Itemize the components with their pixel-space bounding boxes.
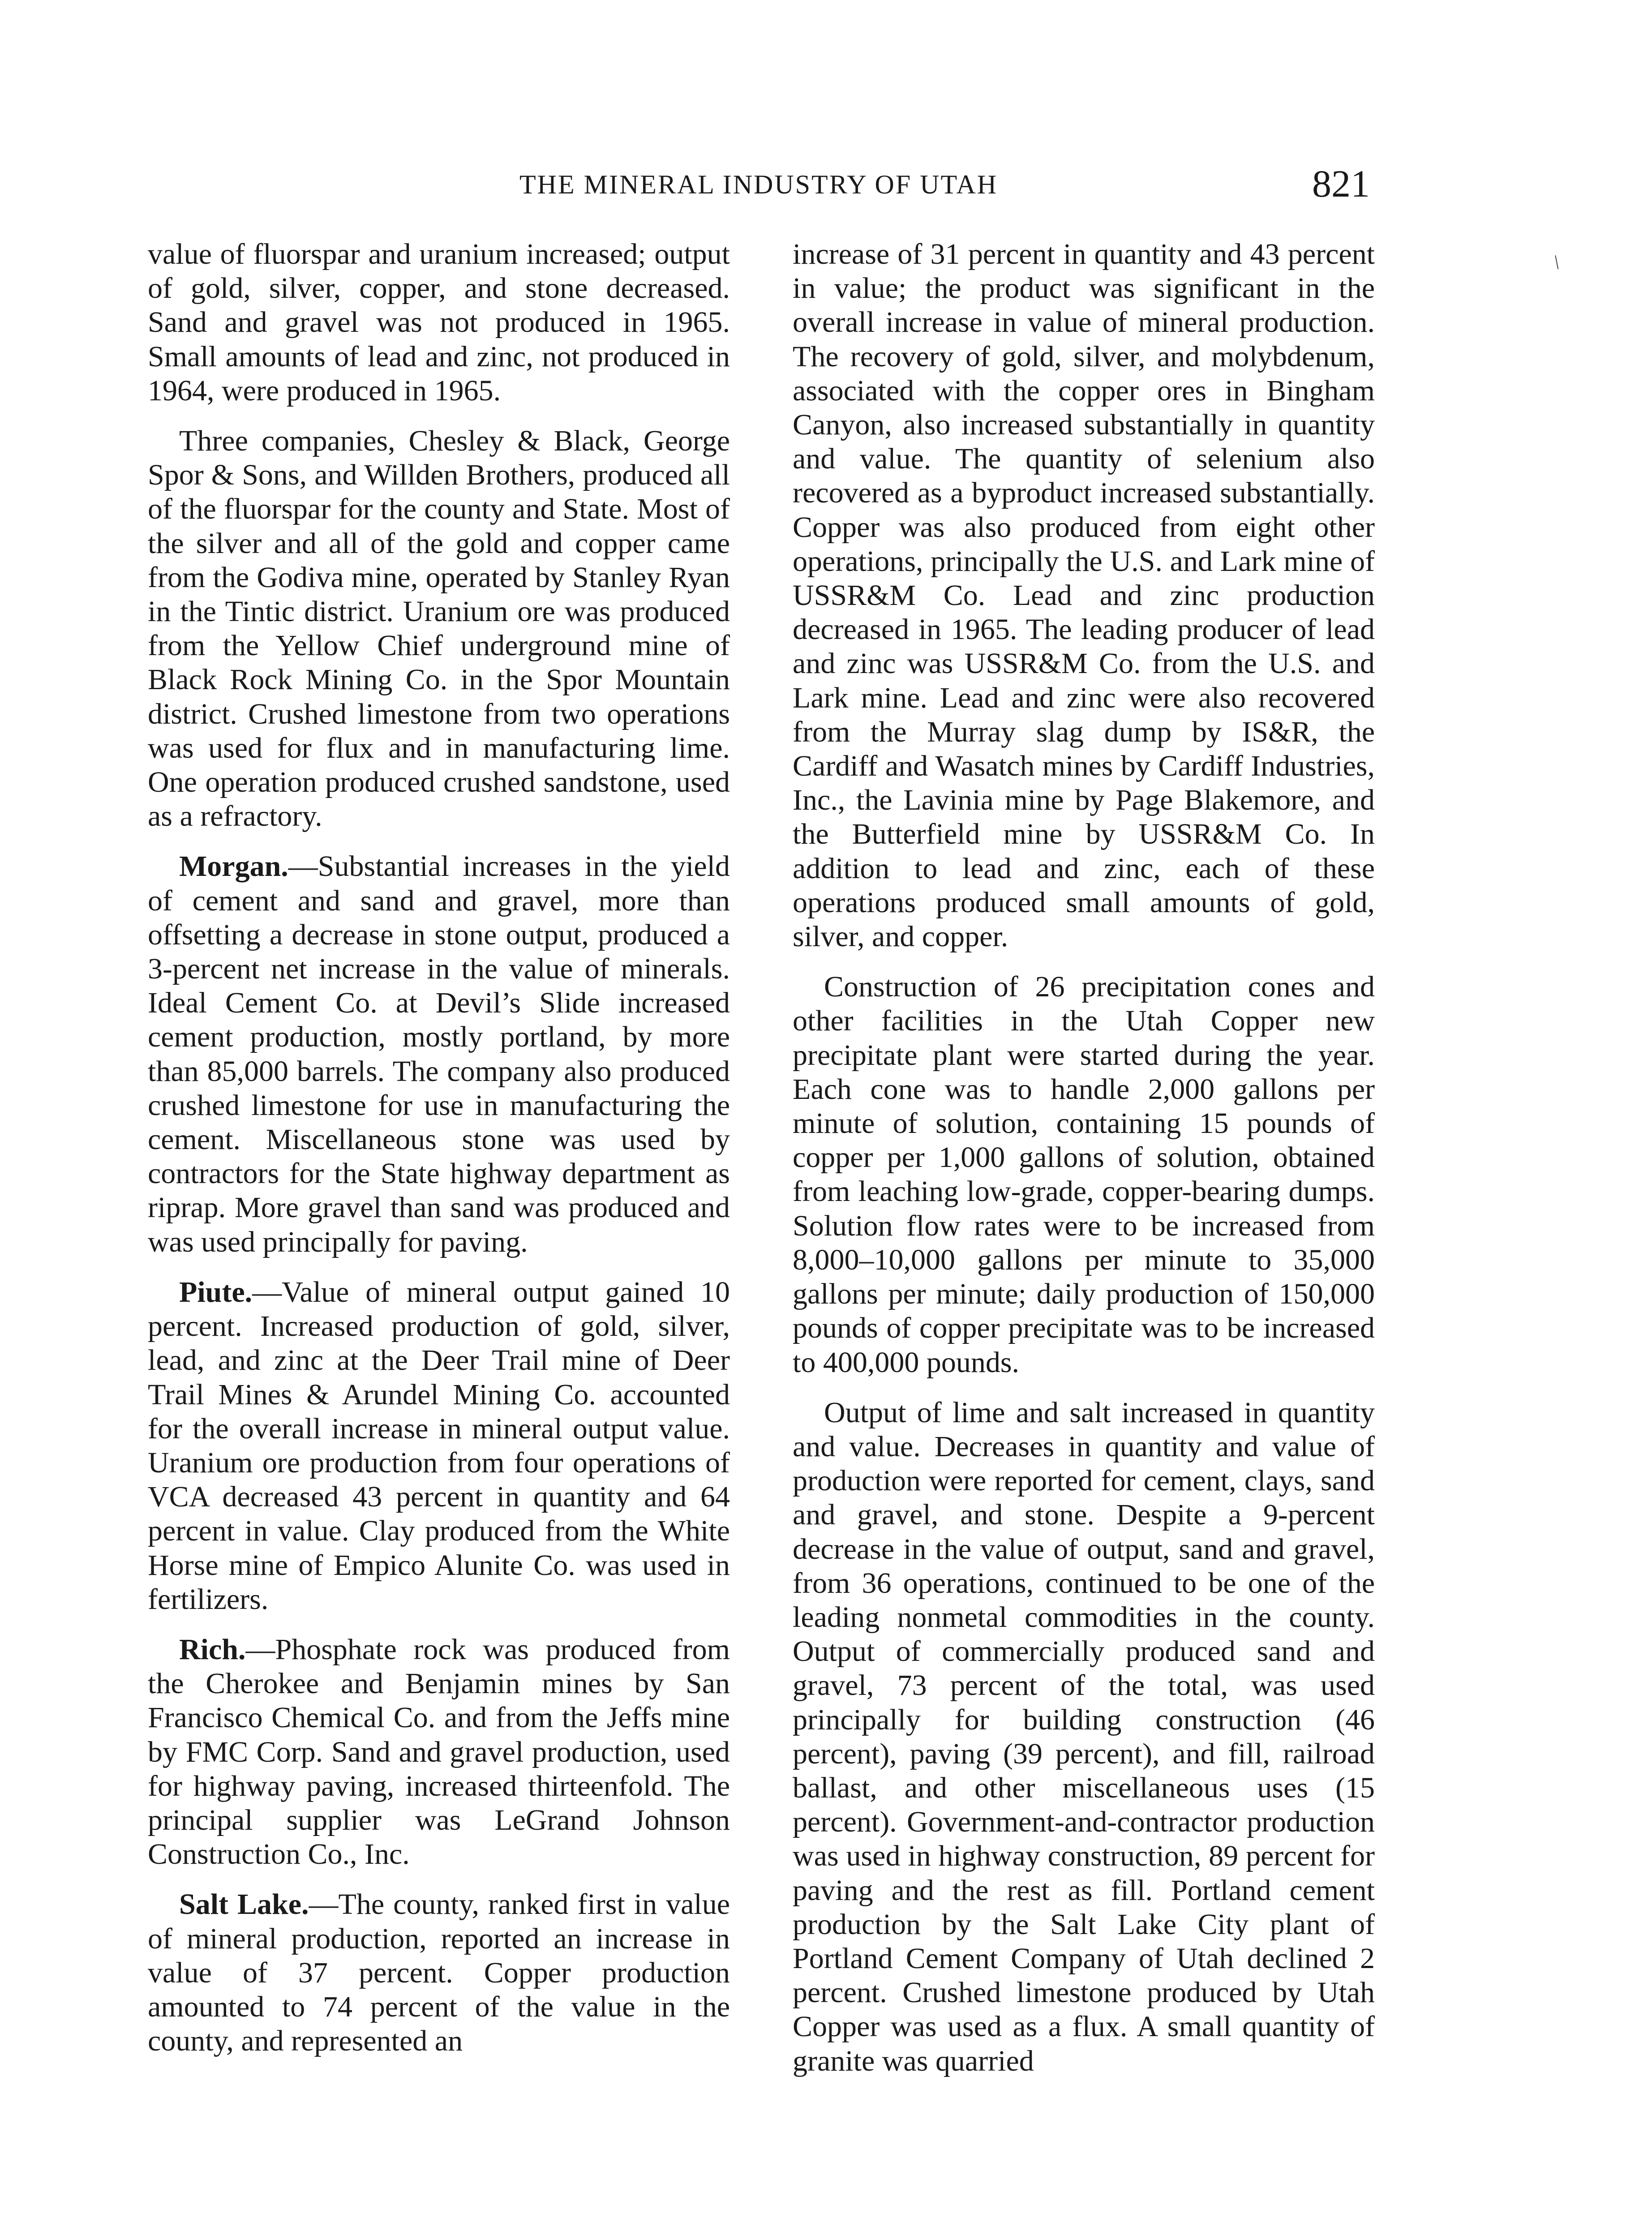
left-paragraph-2: Three companies, Chesley & Black, George Spor & Sons, and Willden Brothers, produced all of the fluorspar for the county and State. Most of the silver and all of the gold and copper came from the Godiva mine, operated by Stanley Ryan in the Tintic district. Uranium ore was produced from the Yellow Chief underground mine of Black Rock Mining Co. in the Spor Mountain district. Crushed limestone from two operations was used for flux and in manufacturing lime. One operation produced crushed sandstone, used as a refractory. <box>148 425 730 833</box>
rich-paragraph <box>148 1633 730 1871</box>
piute-paragraph <box>148 1275 730 1617</box>
right-paragraph-1: increase of 31 percent in quantity and 43 percent in value; the product was significant in the overall increase in value of mineral production. The recovery of gold, silver, and molybdenum, associated with the copper ores in Bingham Canyon, also increased substantially in quantity and value. The quantity of selenium also recovered as a byproduct increased substantially. Copper was also produced from eight other operations, principally the U.S. and Lark mine of USSR&M Co. Lead and zinc production decreased in 1965. The leading producer of lead and zinc was USSR&M Co. from the U.S. and Lark mine. Lead and zinc were also recovered from the Murray slag dump by IS&R, the Cardiff and Wasatch mines by Cardiff Industries, Inc., the Lavinia mine by Page Blakemore, and the Butterfield mine by USSR&M Co. In addition to lead and zinc, each of these operations produced small amounts of gold, silver, and copper. <box>793 238 1375 953</box>
piute-text: —Value of mineral output gained 10 percent. Increased production of gold, silver, lead, and zinc at the Deer Trail mine of Deer Trail Mines & Arundel Mining Co. accounted for the overall increase in mineral output value. Uranium ore production from four operations of VCA decreased 43 percent in quantity and 64 percent in value. Clay produced from the White Horse mine of Empico Alunite Co. was used in fertilizers. <box>148 1275 730 1616</box>
page-number: 821 <box>1312 162 1370 205</box>
salt-lake-paragraph <box>148 1887 730 2058</box>
salt-lake-text: —The county, ranked first in value of mineral production, reported an increase in value of 37 percent. Copper production amounted to 74 percent of the value in the county, and represented an <box>148 1888 730 2058</box>
left-paragraph-1: value of fluorspar and uranium increased; output of gold, silver, copper, and stone decreased. Sand and gravel was not produced in 1965. Small amounts of lead and zinc, not produced in 1964, were produced in 1965. <box>148 238 730 407</box>
piute-heading: Piute. <box>179 1275 253 1308</box>
running-head <box>0 161 1652 215</box>
morgan-heading: Morgan. <box>179 850 288 883</box>
margin-mark: / <box>1549 251 1565 273</box>
running-title: THE MINERAL INDUSTRY OF UTAH <box>519 170 998 199</box>
morgan-text: —Substantial increases in the yield of cement and sand and gravel, more than offsetting a decrease in stone output, produced a 3-percent net increase in the value of minerals. Ideal Cement Co. at Devil’s Slide increased cement production, mostly portland, by more than 85,000 barrels. The company also produced crushed limestone for use in manufacturing the cement. Miscellaneous stone was used by contractors for the State highway department as riprap. More gravel than sand was produced and was used principally for paving. <box>148 850 730 1258</box>
rich-heading: Rich. <box>179 1633 246 1666</box>
left-column <box>148 237 730 2074</box>
rich-text: —Phosphate rock was produced from the Cherokee and Benjamin mines by San Francisco Chemical Co. and from the Jeffs mine by FMC Corp. Sand and gravel production, used for highway paving, increased thirteenfold. The principal supplier was LeGrand Johnson Construction Co., Inc. <box>148 1633 730 1871</box>
right-paragraph-3: Output of lime and salt increased in quantity and value. Decreases in quantity and value of production were reported for cement, clays, sand and gravel, and stone. Despite a 9-percent decrease in the value of output, sand and gravel, from 36 operations, continued to be one of the leading nonmetal commodities in the county. Output of commercially produced sand and gravel, 73 percent of the total, was used principally for building construction (46 percent), paving (39 percent), and fill, railroad ballast, and other miscellaneous uses (15 percent). Government-and-contractor production was used in highway construction, 89 percent for paving and the rest as fill. Portland cement production by the Salt Lake City plant of Portland Cement Company of Utah declined 2 percent. Crushed limestone produced by Utah Copper was used as a flux. A small quantity of granite was quarried <box>793 1396 1375 2077</box>
right-column <box>793 237 1375 2094</box>
morgan-paragraph <box>148 849 730 1259</box>
salt-lake-heading: Salt Lake. <box>179 1888 309 1921</box>
right-paragraph-2: Construction of 26 precipitation cones and other facilities in the Utah Copper new precipitate plant were started during the year. Each cone was to handle 2,000 gallons per minute of solution, containing 15 pounds of copper per 1,000 gallons of solution, obtained from leaching low-grade, copper-bearing dumps. Solution flow rates were to be increased from 8,000–10,000 gallons per minute to 35,000 gallons per minute; daily production of 150,000 pounds of copper precipitate was to be increased to 400,000 pounds. <box>793 970 1375 1379</box>
